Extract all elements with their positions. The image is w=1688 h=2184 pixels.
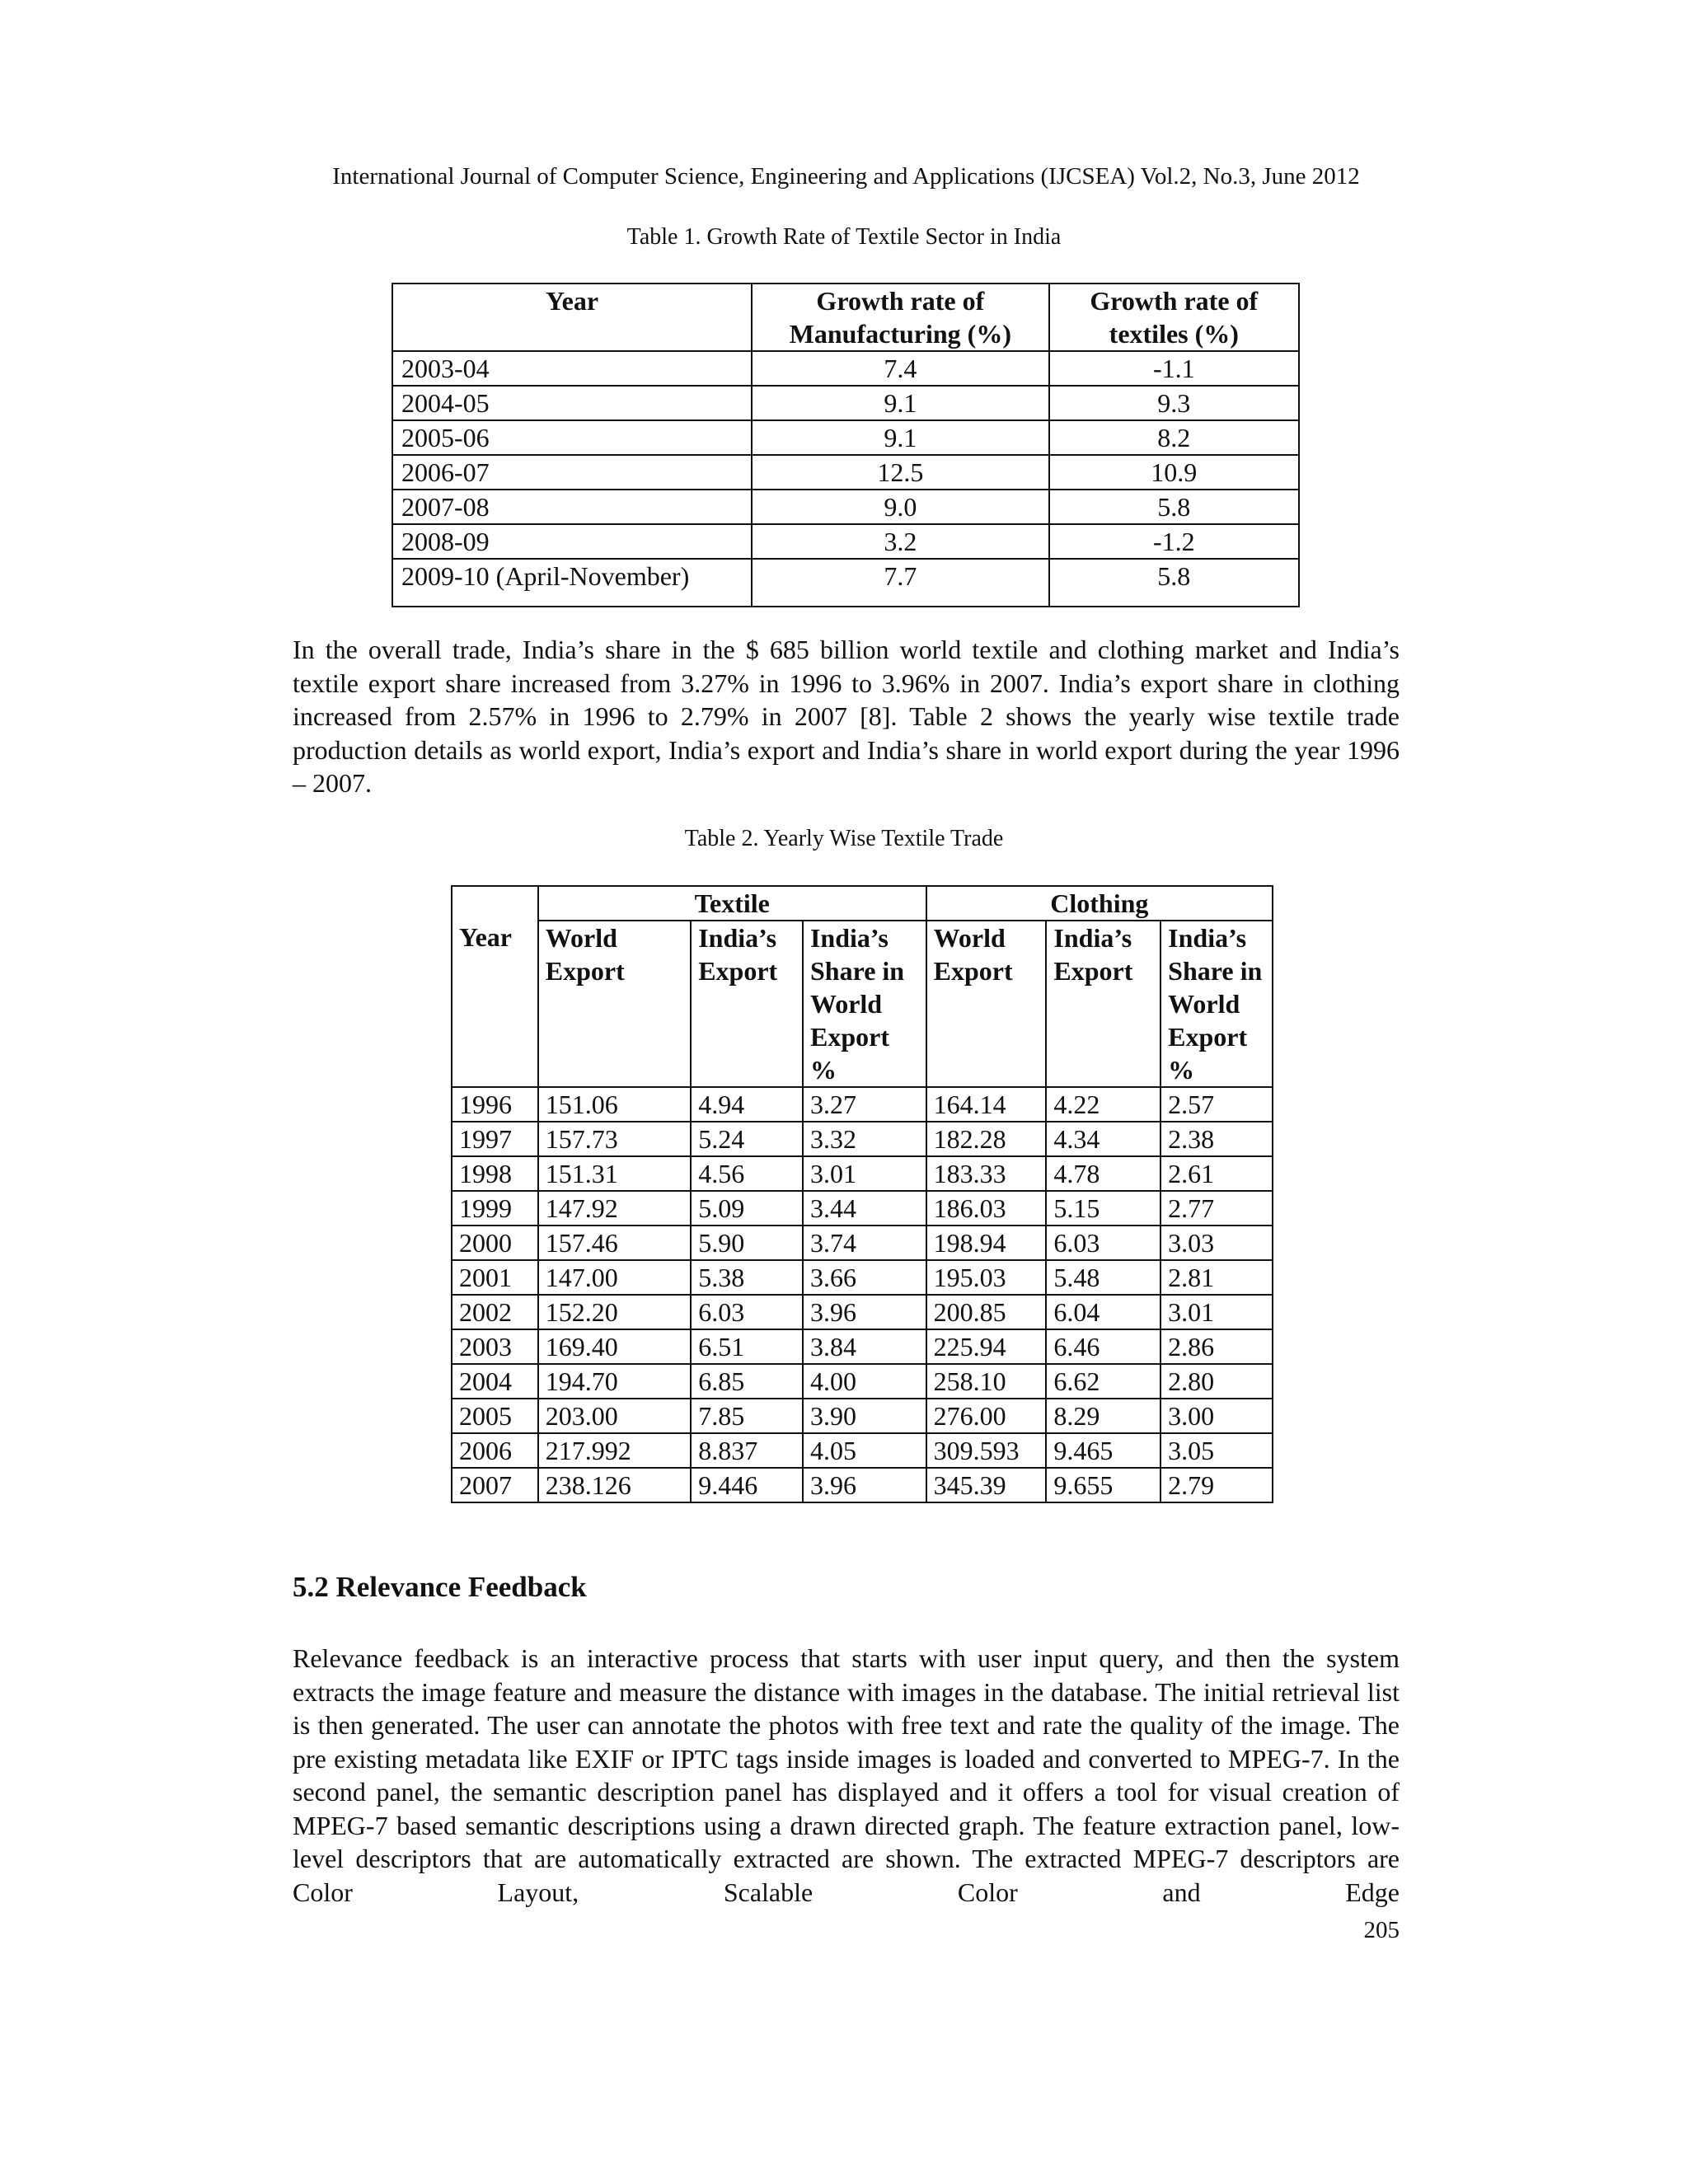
year-cell: 2007 — [452, 1468, 538, 1502]
value-cell: 5.15 — [1046, 1191, 1160, 1226]
value-cell: 6.62 — [1046, 1364, 1160, 1399]
year-cell: 2005 — [452, 1399, 538, 1433]
value-cell: 152.20 — [538, 1295, 691, 1329]
value-cell: 203.00 — [538, 1399, 691, 1433]
section-heading: 5.2 Relevance Feedback — [293, 1571, 587, 1603]
value-cell: 6.46 — [1046, 1329, 1160, 1364]
page-number: 205 — [1363, 1917, 1400, 1943]
value-cell: 200.85 — [926, 1295, 1047, 1329]
table-row — [392, 386, 1299, 420]
value-cell: 3.03 — [1160, 1226, 1273, 1260]
value-cell: 9.446 — [691, 1468, 803, 1502]
column-header: Year — [392, 284, 752, 351]
value-cell: 3.44 — [803, 1191, 926, 1226]
table-row — [392, 559, 1299, 607]
value-cell: 9.465 — [1046, 1433, 1160, 1468]
value-cell: 4.22 — [1046, 1087, 1160, 1122]
value-cell: 4.56 — [691, 1156, 803, 1191]
year-cell: 2008-09 — [392, 524, 752, 559]
paragraph-relevance-feedback: Relevance feedback is an interactive process that starts with user input query, and then the system extracts the image feature and measure the distance with images in the database. The initial retrieval list is then generated. The user can annotate the photos with free text and rate the quality of the image. The pre existing metadata like EXIF or IPTC tags inside images is loaded and converted to MPEG-7. In the second panel, the semantic description panel has displayed and it offers a tool for visual creation of MPEG-7 based semantic descriptions using a drawn directed graph. The feature extraction panel, low-level descriptors that are automatically extracted are shown. The extracted MPEG-7 descriptors are Color Layout, Scalable Color and Edge — [293, 1643, 1400, 1907]
value-cell: 6.51 — [691, 1329, 803, 1364]
value-cell: 2.38 — [1160, 1122, 1273, 1156]
value-cell: 9.1 — [752, 386, 1049, 420]
value-cell: 10.9 — [1049, 455, 1299, 490]
value-cell: 3.01 — [803, 1156, 926, 1191]
year-cell: 2001 — [452, 1260, 538, 1295]
column-header: Year — [452, 921, 538, 1087]
value-cell: 6.04 — [1046, 1295, 1160, 1329]
value-cell: 195.03 — [926, 1260, 1047, 1295]
column-header: India’s Export — [1046, 921, 1160, 1087]
value-cell: 164.14 — [926, 1087, 1047, 1122]
value-cell: 182.28 — [926, 1122, 1047, 1156]
value-cell: 5.09 — [691, 1191, 803, 1226]
value-cell: 3.90 — [803, 1399, 926, 1433]
value-cell: 2.61 — [1160, 1156, 1273, 1191]
table-row — [452, 1295, 1273, 1329]
year-cell: 1996 — [452, 1087, 538, 1122]
value-cell: 6.85 — [691, 1364, 803, 1399]
yearly-textile-trade-table — [451, 885, 1273, 1503]
value-cell: 6.03 — [691, 1295, 803, 1329]
value-cell: 2.81 — [1160, 1260, 1273, 1295]
value-cell: 5.8 — [1049, 559, 1299, 607]
value-cell: 3.00 — [1160, 1399, 1273, 1433]
value-cell: 3.05 — [1160, 1433, 1273, 1468]
table-row — [392, 524, 1299, 559]
year-cell: 2000 — [452, 1226, 538, 1260]
value-cell: 9.655 — [1046, 1468, 1160, 1502]
value-cell: 9.0 — [752, 490, 1049, 524]
value-cell: 147.92 — [538, 1191, 691, 1226]
value-cell: 258.10 — [926, 1364, 1047, 1399]
empty-header-cell — [452, 886, 538, 921]
table-row — [392, 455, 1299, 490]
year-cell: 2003-04 — [392, 351, 752, 386]
year-cell: 1999 — [452, 1191, 538, 1226]
table-row — [452, 1191, 1273, 1226]
year-cell: 2005-06 — [392, 420, 752, 455]
value-cell: 147.00 — [538, 1260, 691, 1295]
value-cell: 7.7 — [752, 559, 1049, 607]
value-cell: 3.96 — [803, 1468, 926, 1502]
table2-caption: Table 2. Yearly Wise Textile Trade — [684, 826, 1004, 851]
value-cell: 151.06 — [538, 1087, 691, 1122]
value-cell: 5.8 — [1049, 490, 1299, 524]
value-cell: 3.01 — [1160, 1295, 1273, 1329]
year-cell: 2006 — [452, 1433, 538, 1468]
value-cell: 6.03 — [1046, 1226, 1160, 1260]
value-cell: 169.40 — [538, 1329, 691, 1364]
column-header: India’s Share in World Export % — [1160, 921, 1273, 1087]
value-cell: 2.86 — [1160, 1329, 1273, 1364]
value-cell: -1.1 — [1049, 351, 1299, 386]
table-row — [452, 1433, 1273, 1468]
table-row — [392, 351, 1299, 386]
paragraph-trade-share: In the overall trade, India’s share in the $ 685 billion world textile and clothing market and India’s textile export share increased from 3.27% in 1996 to 3.96% in 2007. India’s export share in clothing increased from 2.57% in 1996 to 2.79% in 2007 [8]. Table 2 shows the yearly wise textile trade production details as world export, India’s export and India’s share in world export during the year 1996 – 2007. — [293, 635, 1400, 798]
table-row — [452, 1156, 1273, 1191]
value-cell: 4.34 — [1046, 1122, 1160, 1156]
value-cell: 309.593 — [926, 1433, 1047, 1468]
table-row — [452, 1260, 1273, 1295]
table1-caption: Table 1. Growth Rate of Textile Sector in India — [626, 224, 1062, 250]
year-cell: 1998 — [452, 1156, 538, 1191]
value-cell: 3.27 — [803, 1087, 926, 1122]
year-cell: 1997 — [452, 1122, 538, 1156]
table-row — [452, 1226, 1273, 1260]
value-cell: 9.1 — [752, 420, 1049, 455]
value-cell: 186.03 — [926, 1191, 1047, 1226]
running-header: International Journal of Computer Science, Engineering and Applications (IJCSEA) Vol.2, No.3, June 2012 — [332, 163, 1360, 190]
year-cell: 2002 — [452, 1295, 538, 1329]
value-cell: 4.00 — [803, 1364, 926, 1399]
value-cell: 157.73 — [538, 1122, 691, 1156]
table-row — [452, 1468, 1273, 1502]
value-cell: 157.46 — [538, 1226, 691, 1260]
value-cell: 9.3 — [1049, 386, 1299, 420]
year-cell: 2004-05 — [392, 386, 752, 420]
value-cell: 5.48 — [1046, 1260, 1160, 1295]
value-cell: 2.57 — [1160, 1087, 1273, 1122]
table-row — [392, 420, 1299, 455]
value-cell: 5.24 — [691, 1122, 803, 1156]
value-cell: 3.32 — [803, 1122, 926, 1156]
value-cell: 3.74 — [803, 1226, 926, 1260]
column-header: India’s Export — [691, 921, 803, 1087]
column-header: India’s Share in World Export % — [803, 921, 926, 1087]
value-cell: 276.00 — [926, 1399, 1047, 1433]
value-cell: 2.79 — [1160, 1468, 1273, 1502]
column-header: Growth rate of Manufacturing (%) — [752, 284, 1049, 351]
value-cell: 217.992 — [538, 1433, 691, 1468]
value-cell: 3.96 — [803, 1295, 926, 1329]
value-cell: 345.39 — [926, 1468, 1047, 1502]
value-cell: 3.2 — [752, 524, 1049, 559]
year-cell: 2003 — [452, 1329, 538, 1364]
value-cell: 194.70 — [538, 1364, 691, 1399]
value-cell: 3.84 — [803, 1329, 926, 1364]
value-cell: 4.94 — [691, 1087, 803, 1122]
table-row — [452, 1122, 1273, 1156]
year-cell: 2006-07 — [392, 455, 752, 490]
value-cell: 8.29 — [1046, 1399, 1160, 1433]
value-cell: 5.38 — [691, 1260, 803, 1295]
group-header-clothing: Clothing — [926, 886, 1273, 921]
value-cell: 198.94 — [926, 1226, 1047, 1260]
value-cell: 8.2 — [1049, 420, 1299, 455]
value-cell: 5.90 — [691, 1226, 803, 1260]
year-cell: 2004 — [452, 1364, 538, 1399]
value-cell: 2.77 — [1160, 1191, 1273, 1226]
value-cell: 7.85 — [691, 1399, 803, 1433]
value-cell: 12.5 — [752, 455, 1049, 490]
value-cell: 7.4 — [752, 351, 1049, 386]
value-cell: 183.33 — [926, 1156, 1047, 1191]
table-row — [392, 490, 1299, 524]
value-cell: 3.66 — [803, 1260, 926, 1295]
column-header: World Export — [538, 921, 691, 1087]
value-cell: 4.05 — [803, 1433, 926, 1468]
year-cell: 2007-08 — [392, 490, 752, 524]
value-cell: 8.837 — [691, 1433, 803, 1468]
value-cell: 151.31 — [538, 1156, 691, 1191]
table-row — [452, 1399, 1273, 1433]
value-cell: -1.2 — [1049, 524, 1299, 559]
group-header-textile: Textile — [538, 886, 926, 921]
year-cell: 2009-10 (April-November) — [392, 559, 752, 607]
growth-rate-table — [392, 283, 1300, 607]
table-row — [452, 1364, 1273, 1399]
table-row — [452, 1087, 1273, 1122]
table-row — [452, 1329, 1273, 1364]
value-cell: 225.94 — [926, 1329, 1047, 1364]
column-header: Growth rate of textiles (%) — [1049, 284, 1299, 351]
value-cell: 2.80 — [1160, 1364, 1273, 1399]
value-cell: 238.126 — [538, 1468, 691, 1502]
value-cell: 4.78 — [1046, 1156, 1160, 1191]
column-header: World Export — [926, 921, 1047, 1087]
